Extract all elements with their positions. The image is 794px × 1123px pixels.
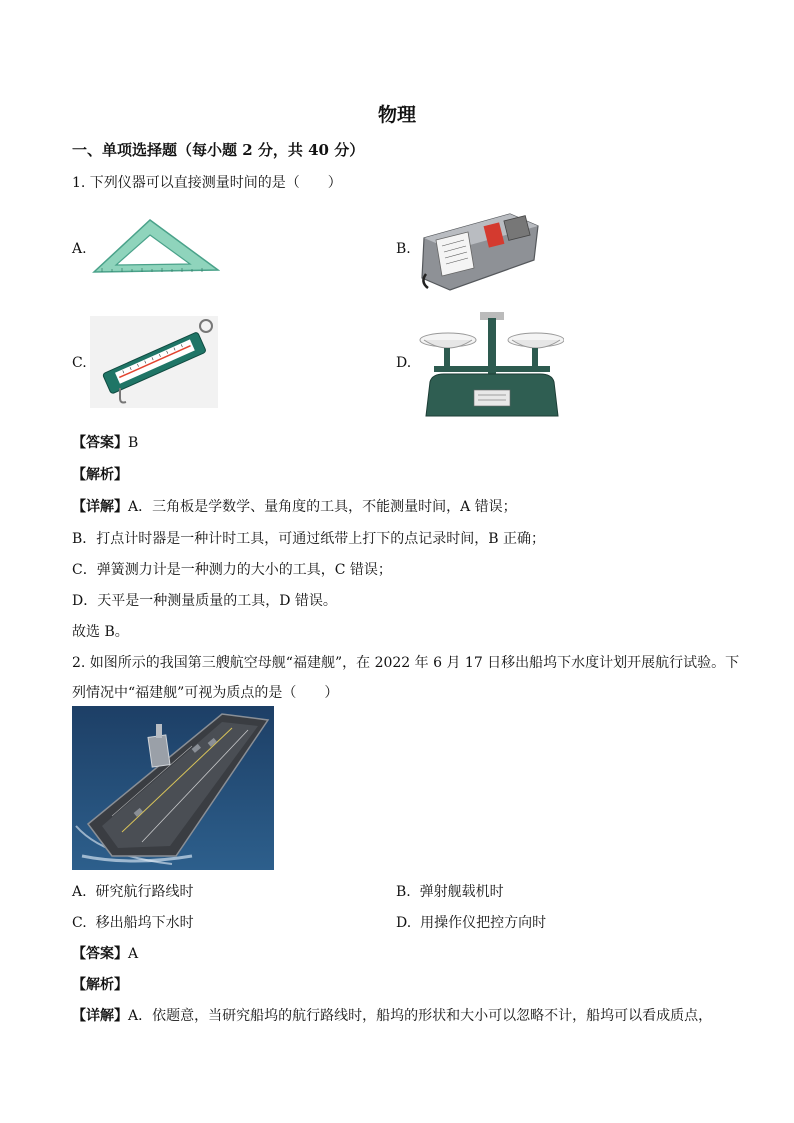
page-title: 物理 xyxy=(377,104,416,126)
option-letter: B. xyxy=(396,884,411,900)
q1-conclusion: 故选 B。 xyxy=(72,624,129,640)
q1-option-b-letter: B. xyxy=(396,241,411,257)
detail-text: A．三角板是学数学、量角度的工具，不能测量时间，A 错误； xyxy=(128,499,517,515)
section-heading: 一、单项选择题（每小题 2 分，共 40 分） xyxy=(72,141,365,159)
option-letter: C. xyxy=(72,915,87,931)
q1-detail-line-1 xyxy=(72,496,517,516)
option-text: 研究航行路线时 xyxy=(95,884,194,900)
q1-option-d-letter: D. xyxy=(396,355,412,371)
ticker-timer-icon xyxy=(414,204,544,298)
q2-analysis-label: 【解析】 xyxy=(72,977,128,993)
answer-label: 【答案】 xyxy=(72,435,128,451)
option-text: 用操作仪把控方向时 xyxy=(420,915,547,931)
option-letter: A. xyxy=(72,884,87,900)
detail-label: 【详解】 xyxy=(72,499,128,515)
q1-answer xyxy=(72,432,138,452)
option-letter: D. xyxy=(396,915,412,931)
q2-stem-line-2: 列情况中“福建舰”可视为质点的是（ ） xyxy=(72,685,339,701)
q1-option-a-letter: A. xyxy=(72,241,87,257)
aircraft-carrier-icon xyxy=(72,706,274,874)
q2-option-a xyxy=(72,881,193,901)
q2-option-c xyxy=(72,912,194,932)
detail-label: 【详解】 xyxy=(72,1008,128,1024)
q2-option-b xyxy=(396,881,504,901)
option-text: 移出船坞下水时 xyxy=(95,915,194,931)
answer-value: B xyxy=(128,435,139,451)
set-square-icon xyxy=(90,218,220,278)
q1-analysis-label: 【解析】 xyxy=(72,467,128,483)
q2-answer xyxy=(72,943,138,963)
q1-detail-line-4: D．天平是一种测量质量的工具，D 错误。 xyxy=(72,593,337,609)
option-text: 弹射舰载机时 xyxy=(419,884,504,900)
q1-detail-line-2: B．打点计时器是一种计时工具，可通过纸带上打下的点记录时间，B 正确； xyxy=(72,531,546,547)
spring-scale-icon xyxy=(90,316,218,412)
balance-scale-icon xyxy=(414,306,564,422)
answer-value: A xyxy=(128,946,139,962)
q2-option-d xyxy=(396,912,546,932)
q1-option-c-letter: C. xyxy=(72,355,87,371)
q2-detail-line-1 xyxy=(72,1005,712,1025)
q2-stem-line-1: 2. 如图所示的我国第三艘航空母舰“福建舰”，在 2022 年 6 月 17 日移出船坞下水度计划开展航行试验。下 xyxy=(72,655,740,671)
q1-detail-line-3: C．弹簧测力计是一种测力的大小的工具，C 错误； xyxy=(72,562,392,578)
q1-stem: 1. 下列仪器可以直接测量时间的是（ ） xyxy=(72,175,342,191)
detail-text: A．依题意，当研究船坞的航行路线时，船坞的形状和大小可以忽略不计，船坞可以看成质点， xyxy=(128,1008,713,1024)
answer-label: 【答案】 xyxy=(72,946,128,962)
